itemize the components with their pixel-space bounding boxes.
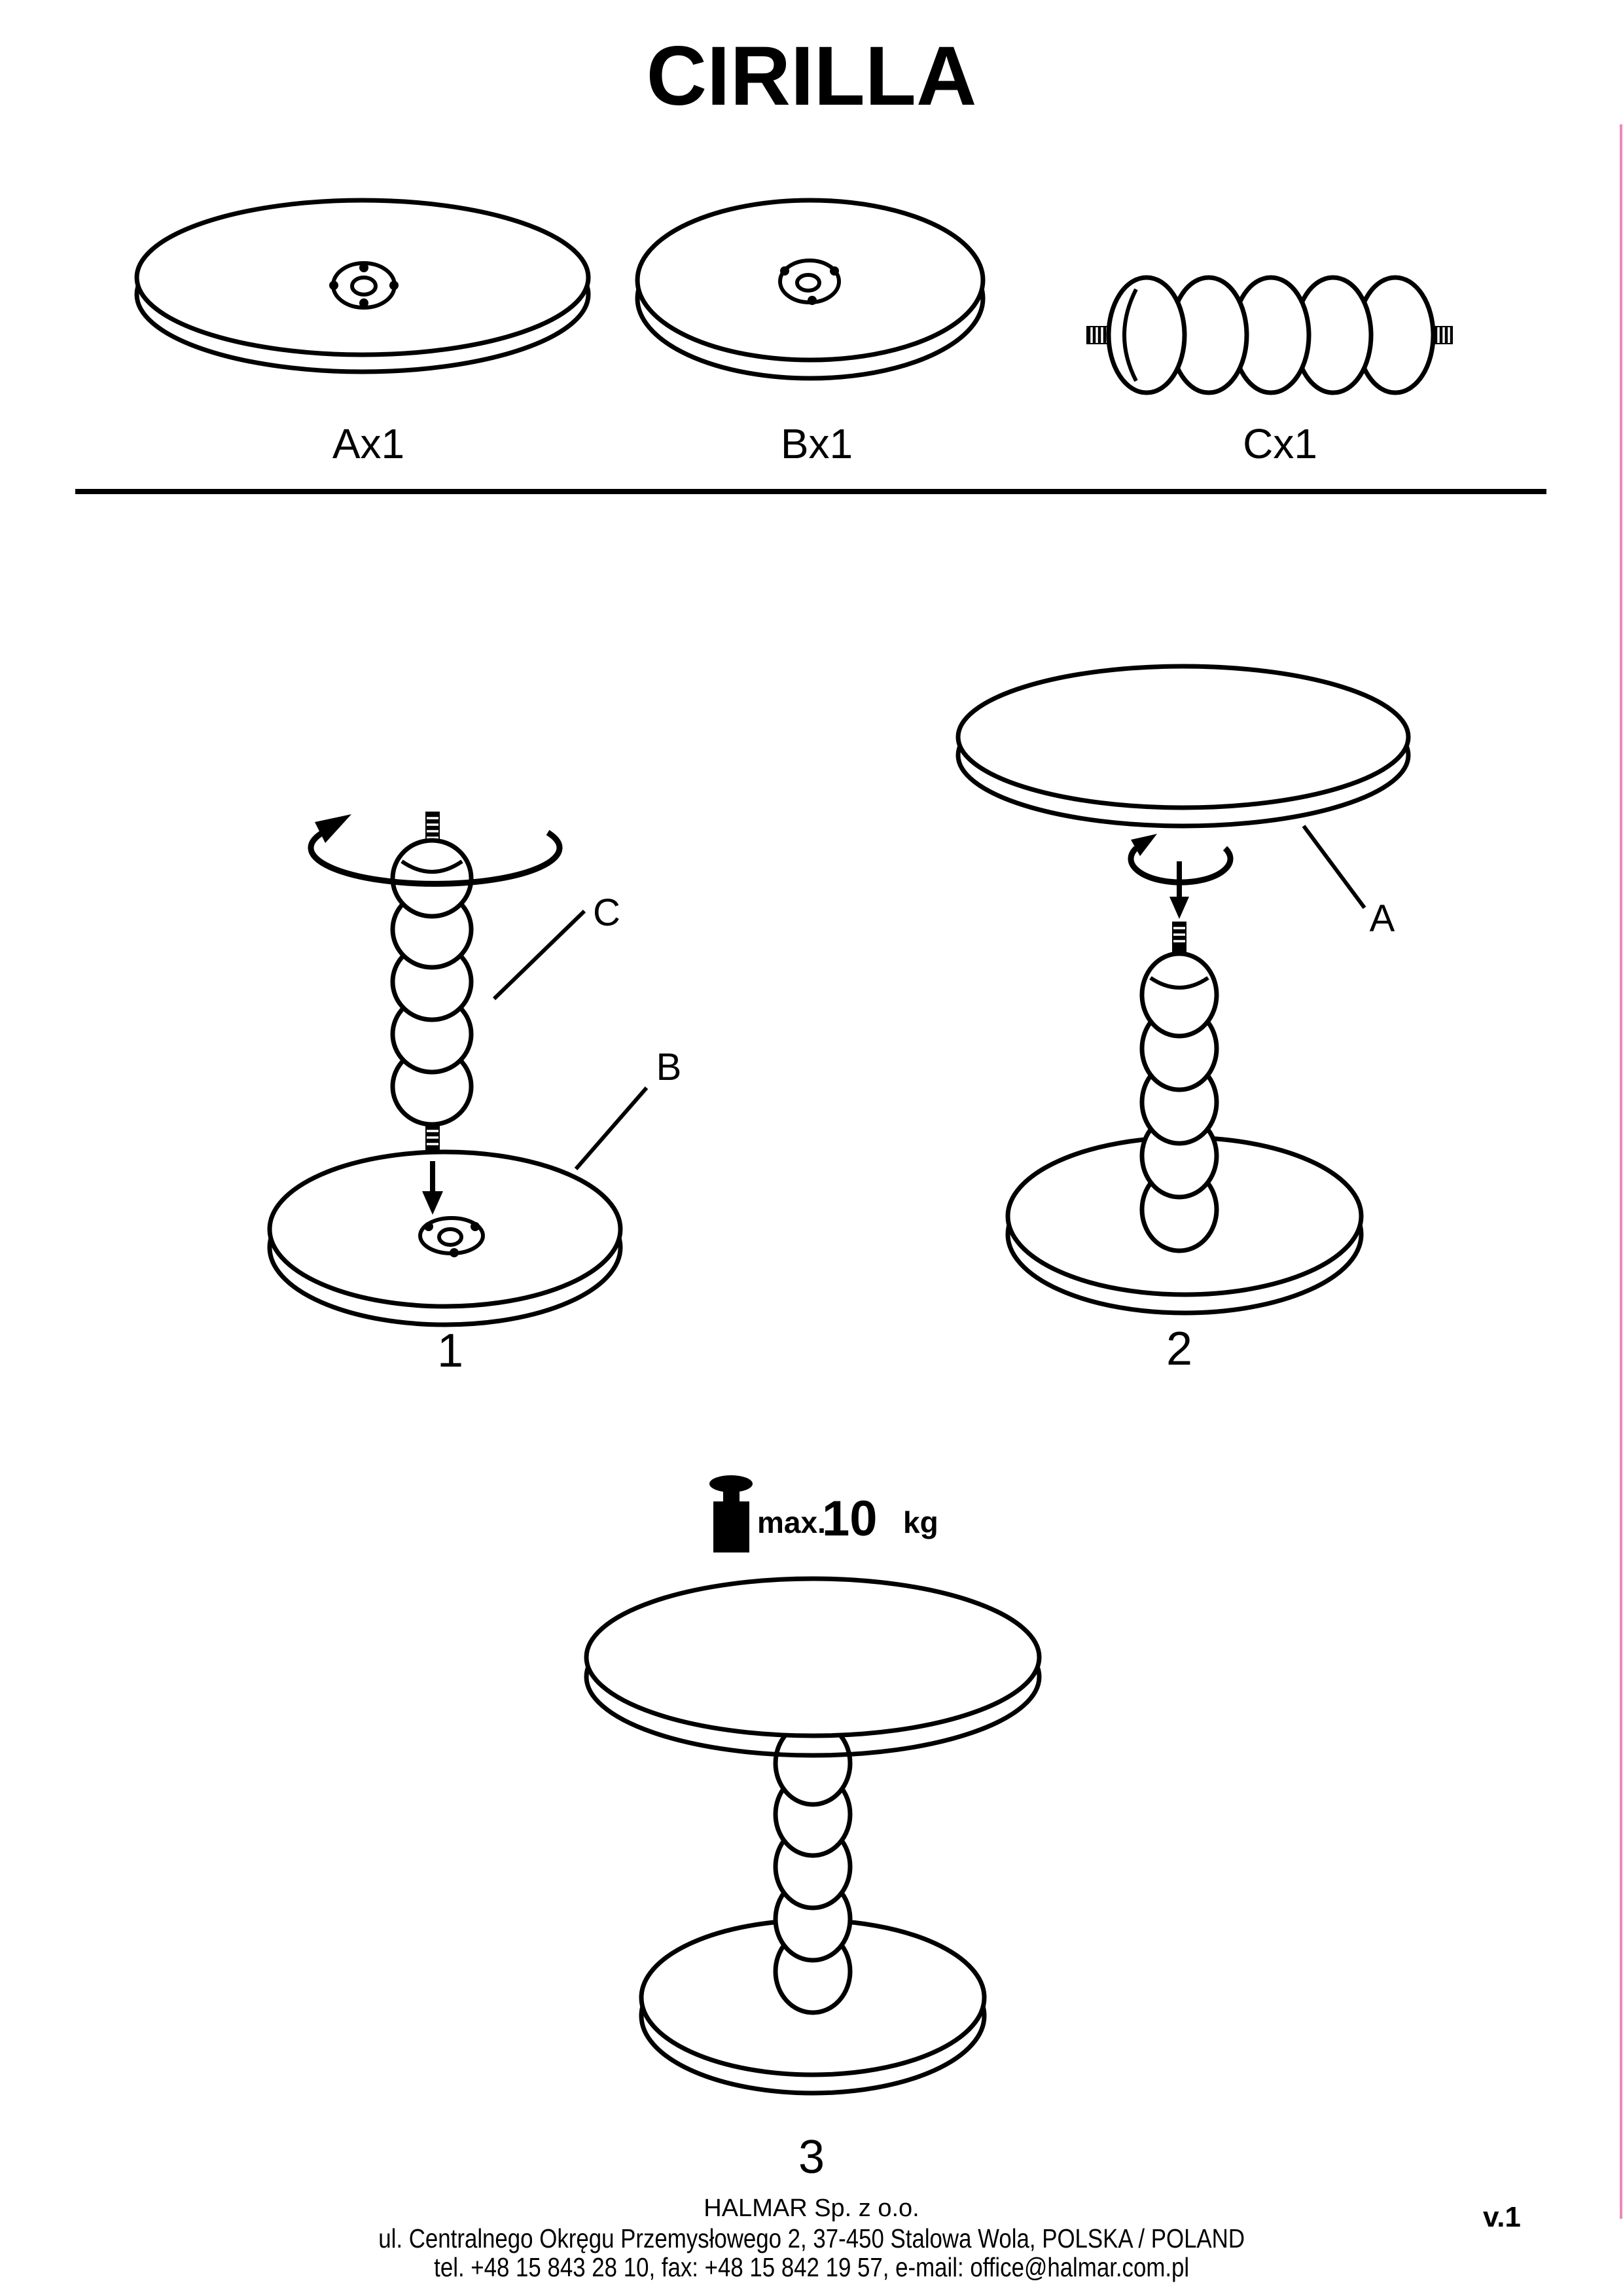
step-2-diagram	[958, 666, 1408, 1313]
step-3-number: 3	[798, 2131, 825, 2183]
callout-c-label: C	[593, 891, 620, 934]
footer-company: HALMAR Sp. z o.o.	[704, 2195, 919, 2222]
weight-icon	[709, 1475, 753, 1552]
thread-stud-icon	[425, 1123, 440, 1153]
thread-stud-icon	[1172, 922, 1186, 954]
callout-a-leader	[1304, 826, 1364, 908]
part-b-label: Bx1	[780, 420, 853, 467]
callout-a-label: A	[1369, 897, 1395, 940]
part-c-label: Cx1	[1243, 420, 1317, 467]
page-title: CIRILLA	[646, 29, 977, 123]
page-edge-mark	[1620, 124, 1622, 2219]
part-a-tabletop-diagram	[137, 200, 588, 372]
step-3-diagram	[586, 1579, 1039, 2093]
part-a-label: Ax1	[332, 420, 405, 467]
weight-limit	[709, 1475, 938, 1552]
step-1-number: 1	[437, 1325, 464, 1377]
footer-address: ul. Centralnego Okręgu Przemysłowego 2, 37-450 Stalowa Wola, POLSKA / POLAND	[378, 2224, 1245, 2254]
down-arrow-icon	[1169, 861, 1189, 919]
step-2-number: 2	[1166, 1323, 1193, 1375]
part-c-column-diagram	[1086, 278, 1453, 393]
weight-limit-value: 10	[822, 1491, 878, 1547]
weight-limit-unit: kg	[903, 1505, 938, 1539]
callout-b-label: B	[656, 1046, 682, 1088]
footer-contact: tel. +48 15 843 28 10, fax: +48 15 842 19 57, e-mail: office@halmar.com.pl	[434, 2253, 1190, 2283]
weight-limit-prefix: max.	[757, 1505, 826, 1539]
version-label: v.1	[1483, 2201, 1521, 2233]
part-b-base-diagram	[637, 200, 983, 378]
callout-b-leader	[576, 1088, 647, 1169]
callout-c-leader	[494, 911, 584, 999]
step-1-diagram	[270, 812, 681, 1325]
